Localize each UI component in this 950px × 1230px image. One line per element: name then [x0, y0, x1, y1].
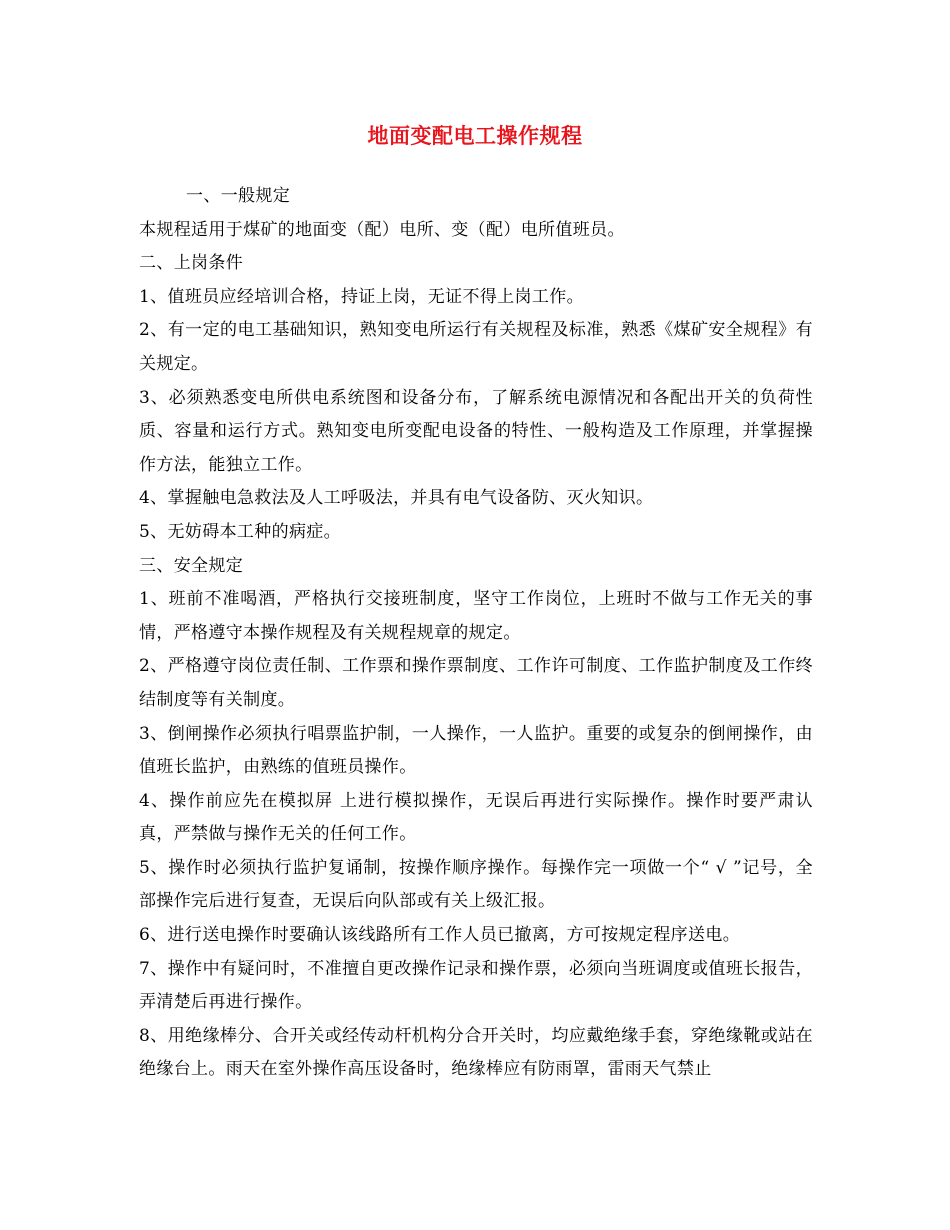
paragraph: 4、操作前应先在模拟屏 上进行模拟操作，无误后再进行实际操作。操作时要严肃认真，严禁做与操作无关的任何工作。: [139, 790, 813, 845]
paragraph: 3、倒闸操作必须执行唱票监护制，一人操作，一人监护。重要的或复杂的倒闸操作，由值班长监护，由熟练的值班员操作。: [139, 723, 813, 778]
document-title: 地面变配电工操作规程: [367, 123, 583, 148]
paragraph: 6、进行送电操作时要确认该线路所有工作人员已撤离，方可按规定程序送电。: [139, 925, 741, 946]
paragraph: 8、用绝缘棒分、合开关或经传动杆机构分合开关时，均应戴绝缘手套，穿绝缘靴或站在绝缘台上。雨天在室外操作高压设备时，绝缘棒应有防雨罩，雷雨天气禁止: [139, 1025, 813, 1080]
document-body: [139, 180, 813, 1087]
section-heading-safety: 三、安全规定: [139, 555, 244, 576]
paragraph: 3、必须熟悉变电所供电系统图和设备分布，了解系统电源情况和各配出开关的负荷性质、容量和运行方式。熟知变电所变配电设备的特性、一般构造及工作原理，并掌握操作方法，能独立工作。: [139, 387, 813, 475]
paragraph: 2、有一定的电工基础知识，熟知变电所运行有关规程及标准，熟悉《煤矿安全规程》有关规定。: [139, 320, 813, 374]
paragraph: 1、班前不准喝酒，严格执行交接班制度，坚守工作岗位，上班时不做与工作无关的事情，严格遵守本操作规程及有关规程规章的规定。: [139, 589, 813, 643]
paragraph: 5、操作时必须执行监护复诵制，按操作顺序操作。每操作完一项做一个“ √ ”记号，全部操作完后进行复查，无误后向队部或有关上级汇报。: [139, 857, 813, 912]
paragraph: 4、掌握触电急救法及人工呼吸法，并具有电气设备防、灭火知识。: [139, 488, 654, 509]
paragraph: 5、无妨碍本工种的病症。: [139, 521, 342, 542]
section-heading-qualification: 二、上岗条件: [139, 253, 244, 274]
section-heading-general: 一、一般规定: [186, 186, 291, 206]
paragraph: 1、值班员应经培训合格，持证上岗，无证不得上岗工作。: [139, 286, 584, 307]
paragraph: 7、操作中有疑问时，不准擅自更改操作记录和操作票，必须向当班调度或值班长报告，弄清楚后再进行操作。: [139, 958, 813, 1013]
paragraph: 2、严格遵守岗位责任制、工作票和操作票制度、工作许可制度、工作监护制度及工作终结制度等有关制度。: [139, 656, 813, 710]
paragraph: 本规程适用于煤矿的地面变（配）电所、变（配）电所值班员。: [139, 219, 625, 240]
